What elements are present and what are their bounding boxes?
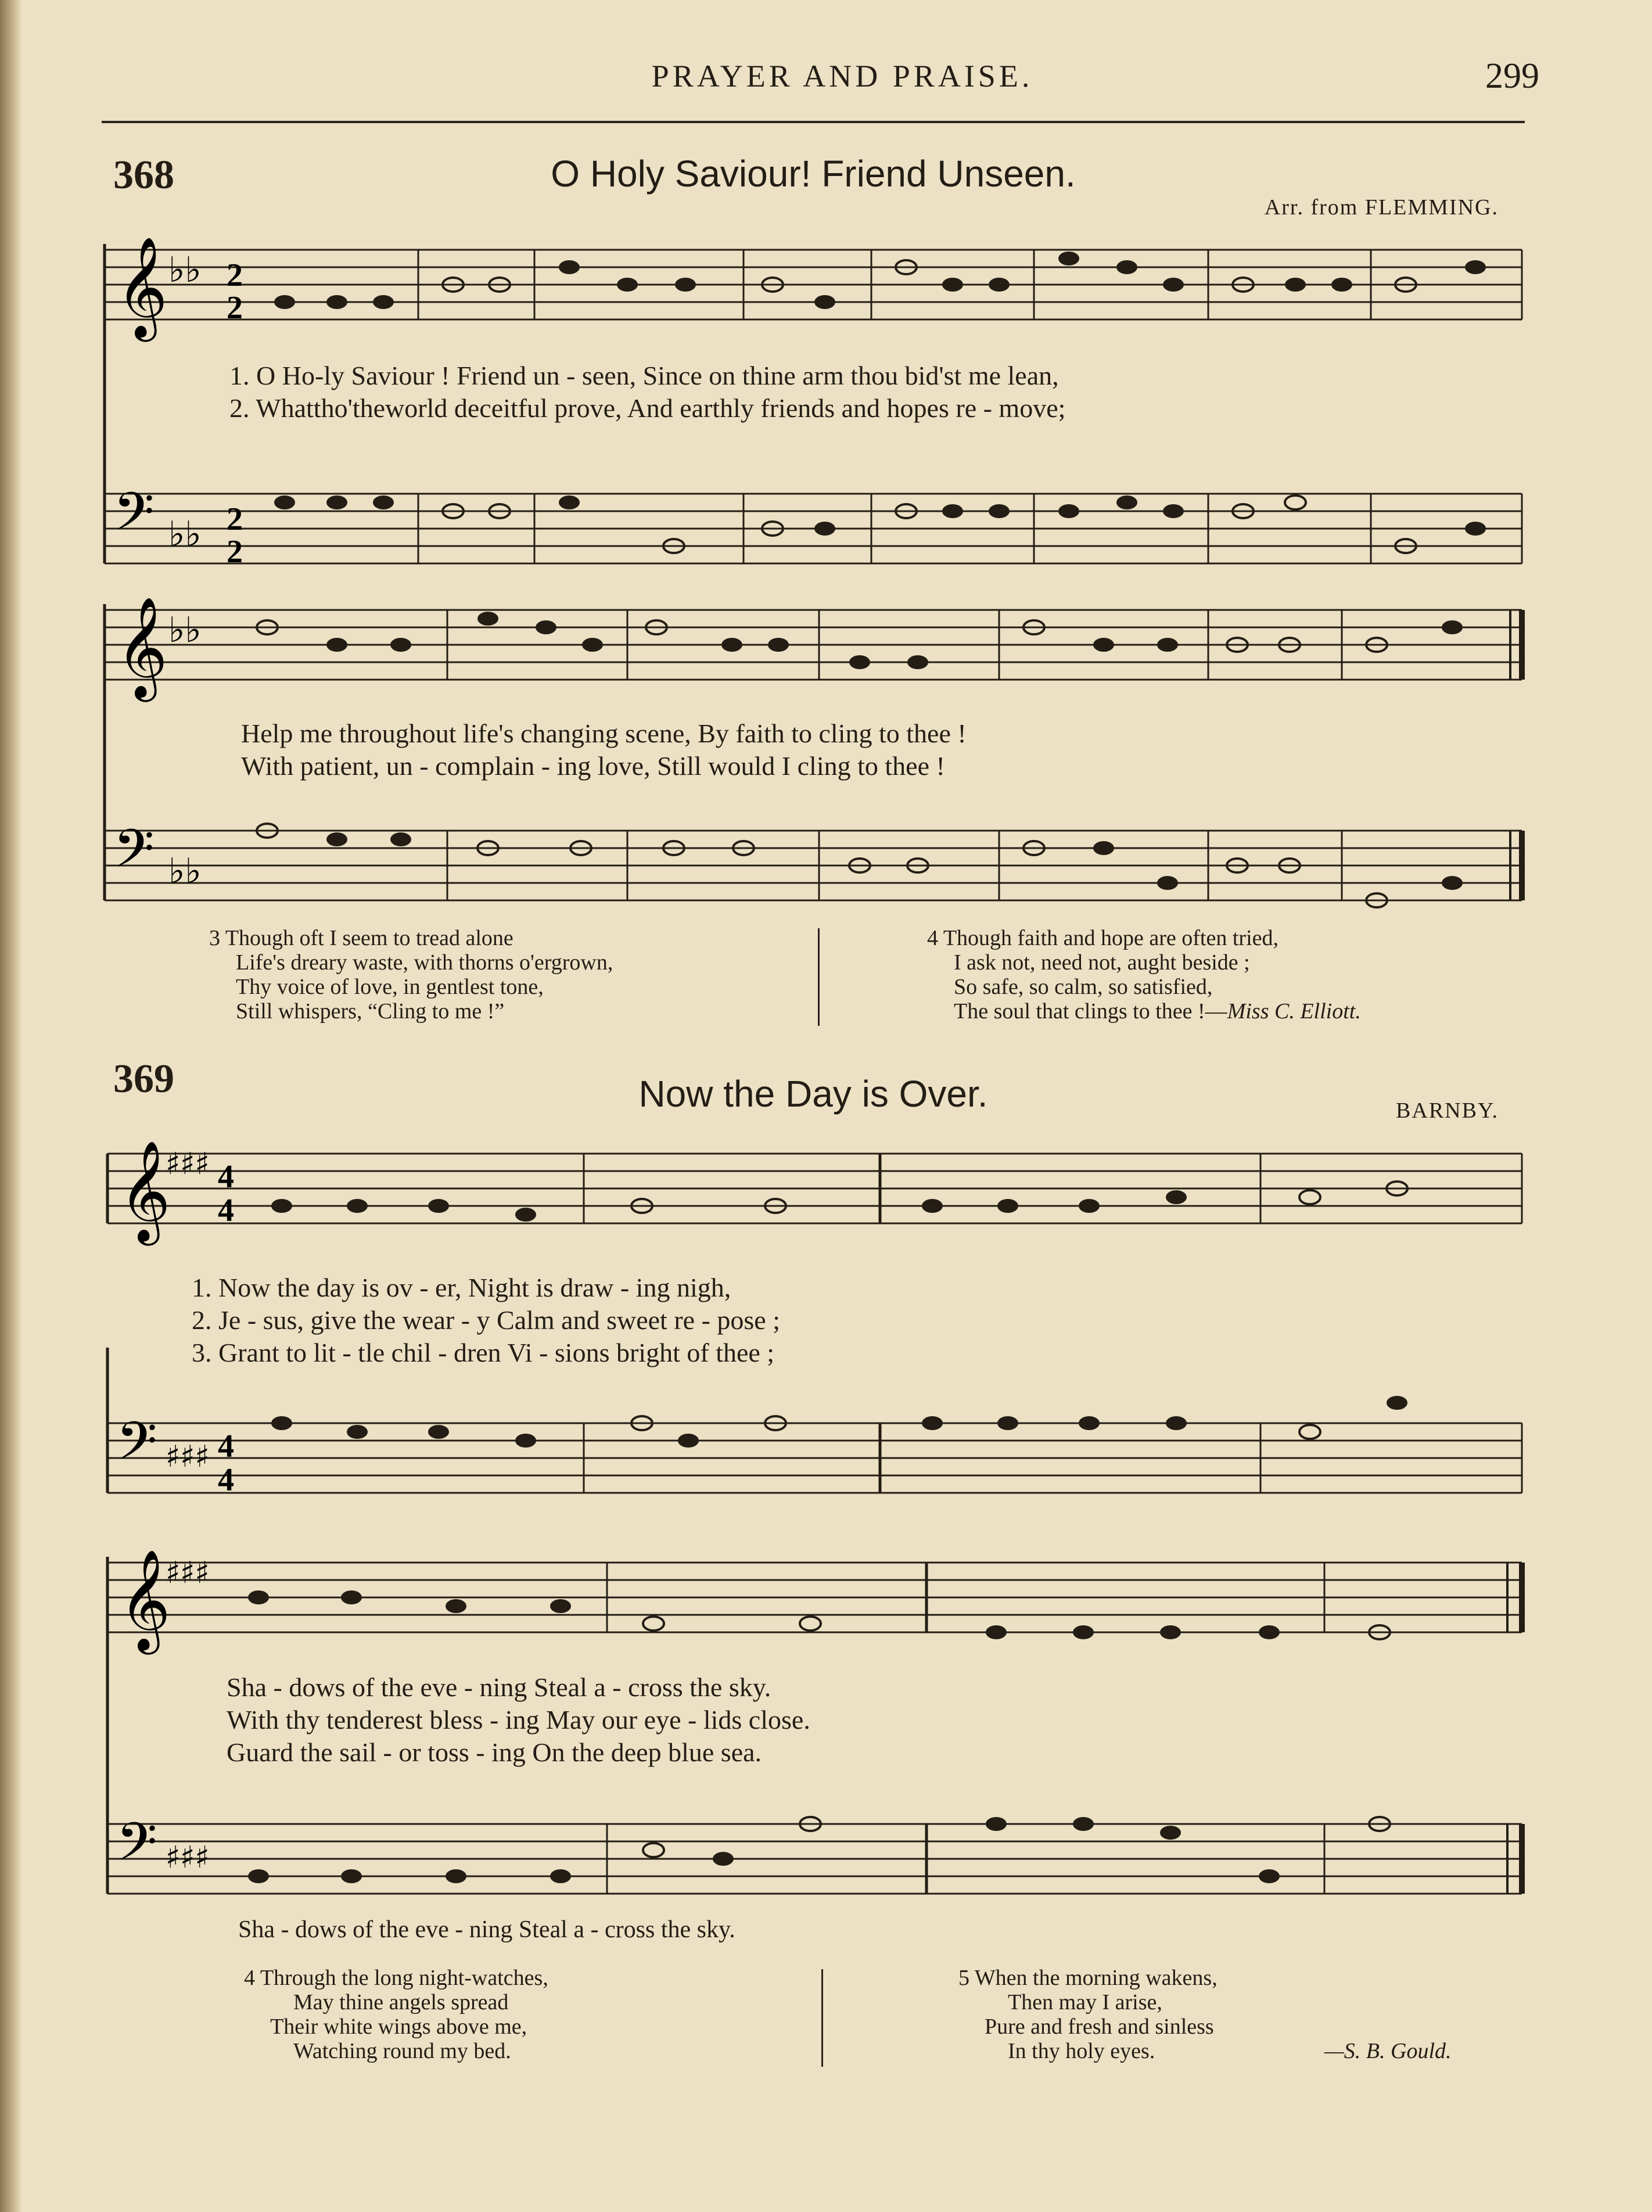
verse-line: In thy holy eyes. bbox=[1008, 2039, 1155, 2063]
staff-369-s2-bass bbox=[107, 1811, 1522, 1899]
author-369: —S. B. Gould. bbox=[1324, 2039, 1452, 2063]
lyric-368-s2-line1: Help me throughout life's changing scene, By faith to cling to thee ! bbox=[241, 719, 967, 748]
staff-369-s1-bass bbox=[107, 1410, 1522, 1499]
lyric-369-s2-line3: Guard the sail - or toss - ing On the deep blue sea. bbox=[227, 1737, 762, 1767]
staff-369-s2-treble bbox=[107, 1549, 1522, 1650]
verse-line: 4 Though faith and hope are often tried, bbox=[927, 926, 1278, 950]
staff-369-s1-treble bbox=[107, 1140, 1522, 1241]
verse-line-text: The soul that clings to thee !— bbox=[954, 999, 1227, 1024]
svg-text:2: 2 bbox=[227, 501, 243, 537]
verse-line: Life's dreary waste, with thorns o'ergrown, bbox=[236, 950, 613, 975]
author-368: Miss C. Elliott. bbox=[1227, 999, 1361, 1024]
verse-divider bbox=[818, 928, 820, 1026]
verse-line: Then may I arise, bbox=[1008, 1990, 1162, 2015]
verse-line: 3 Though oft I seem to tread alone bbox=[209, 926, 513, 950]
verse-line: Watching round my bed. bbox=[293, 2039, 511, 2063]
svg-text:𝄞: 𝄞 bbox=[119, 1549, 171, 1650]
hymn-number-369: 369 bbox=[113, 1057, 174, 1101]
verse-line bbox=[927, 999, 1361, 1024]
svg-text:♭♭: ♭♭ bbox=[168, 514, 202, 555]
staff-368-s2-treble bbox=[105, 597, 1522, 698]
staff-368-s1-bass bbox=[105, 481, 1522, 570]
verse-line: I ask not, need not, aught beside ; bbox=[954, 950, 1250, 975]
svg-text:𝄢: 𝄢 bbox=[113, 481, 155, 555]
lyric-368-s2-line2: With patient, un - complain - ing love, Still would I cling to thee ! bbox=[241, 751, 945, 781]
lyric-369-s1-line3: 3. Grant to lit - tle chil - dren Vi - sions bright of thee ; bbox=[192, 1338, 775, 1367]
svg-text:2: 2 bbox=[227, 290, 243, 326]
svg-text:♭♭: ♭♭ bbox=[168, 250, 202, 290]
lyric-368-s1-line1: 1. O Ho-ly Saviour ! Friend un - seen, Since on thine arm thou bid'st me lean, bbox=[229, 361, 1059, 390]
hymn-arranger-368: Arr. from FLEMMING. bbox=[1264, 195, 1499, 220]
hymn-title-368: O Holy Saviour! Friend Unseen. bbox=[551, 153, 1076, 195]
verse-369-4 bbox=[244, 1966, 548, 2063]
page-edge-shadow bbox=[0, 0, 22, 2212]
lyric-369-s1-line2: 2. Je - sus, give the wear - y Calm and sweet re - pose ; bbox=[192, 1305, 780, 1335]
verse-368-4 bbox=[927, 926, 1361, 1024]
svg-text:2: 2 bbox=[227, 257, 243, 293]
lyric-369-s2-line2: With thy tenderest bless - ing May our eye - lids close. bbox=[227, 1705, 810, 1735]
svg-text:♯♯♯: ♯♯♯ bbox=[166, 1840, 210, 1875]
staff-368-s1-treble bbox=[105, 236, 1522, 337]
svg-text:𝄢: 𝄢 bbox=[116, 1410, 157, 1485]
lyric-369-s2-line1: Sha - dows of the eve - ning Steal a - cross the sky. bbox=[227, 1672, 771, 1702]
svg-text:2: 2 bbox=[227, 534, 243, 570]
svg-text:4: 4 bbox=[218, 1159, 234, 1195]
verse-line: Their white wings above me, bbox=[270, 2015, 527, 2039]
verse-line: Still whispers, “Cling to me !” bbox=[236, 999, 505, 1024]
svg-text:4: 4 bbox=[218, 1462, 234, 1498]
svg-text:4: 4 bbox=[218, 1428, 234, 1464]
staff-368-s2-bass bbox=[105, 818, 1522, 906]
verse-line: 5 When the morning wakens, bbox=[958, 1966, 1218, 1990]
verse-line: Thy voice of love, in gentlest tone, bbox=[236, 975, 544, 999]
lyric-368-s1-line2: 2. Whattho'theworld deceitful prove, And earthly friends and hopes re - move; bbox=[229, 393, 1066, 423]
page-number: 299 bbox=[1485, 56, 1539, 96]
svg-text:♭♭: ♭♭ bbox=[168, 610, 202, 651]
running-head: PRAYER AND PRAISE. bbox=[651, 59, 1033, 94]
svg-text:𝄢: 𝄢 bbox=[116, 1811, 157, 1886]
verse-line: 4 Through the long night-watches, bbox=[244, 1966, 548, 1990]
svg-text:𝄞: 𝄞 bbox=[116, 236, 168, 337]
verse-369-5 bbox=[958, 1966, 1218, 2063]
verse-line: May thine angels spread bbox=[293, 1990, 509, 2015]
header-rule bbox=[102, 121, 1525, 123]
svg-text:𝄢: 𝄢 bbox=[113, 818, 155, 892]
svg-text:♭♭: ♭♭ bbox=[168, 851, 202, 892]
verse-368-3 bbox=[209, 926, 613, 1024]
svg-text:♯♯♯: ♯♯♯ bbox=[166, 1556, 210, 1590]
hymn-title-369: Now the Day is Over. bbox=[638, 1073, 988, 1115]
svg-text:♯♯♯: ♯♯♯ bbox=[166, 1147, 210, 1182]
lyric-369-bass: Sha - dows of the eve - ning Steal a - cross the sky. bbox=[238, 1916, 735, 1943]
hymn-composer-369: BARNBY. bbox=[1396, 1098, 1499, 1123]
hymn-number-368: 368 bbox=[113, 153, 174, 198]
verse-line: Pure and fresh and sinless bbox=[985, 2015, 1214, 2039]
svg-text:𝄞: 𝄞 bbox=[119, 1140, 171, 1241]
verse-divider bbox=[821, 1969, 823, 2067]
verse-line: So safe, so calm, so satisfied, bbox=[954, 975, 1213, 999]
svg-text:𝄞: 𝄞 bbox=[116, 597, 168, 698]
lyric-369-s1-line1: 1. Now the day is ov - er, Night is draw - ing nigh, bbox=[192, 1273, 731, 1302]
svg-text:4: 4 bbox=[218, 1193, 234, 1229]
svg-text:♯♯♯: ♯♯♯ bbox=[166, 1439, 210, 1474]
